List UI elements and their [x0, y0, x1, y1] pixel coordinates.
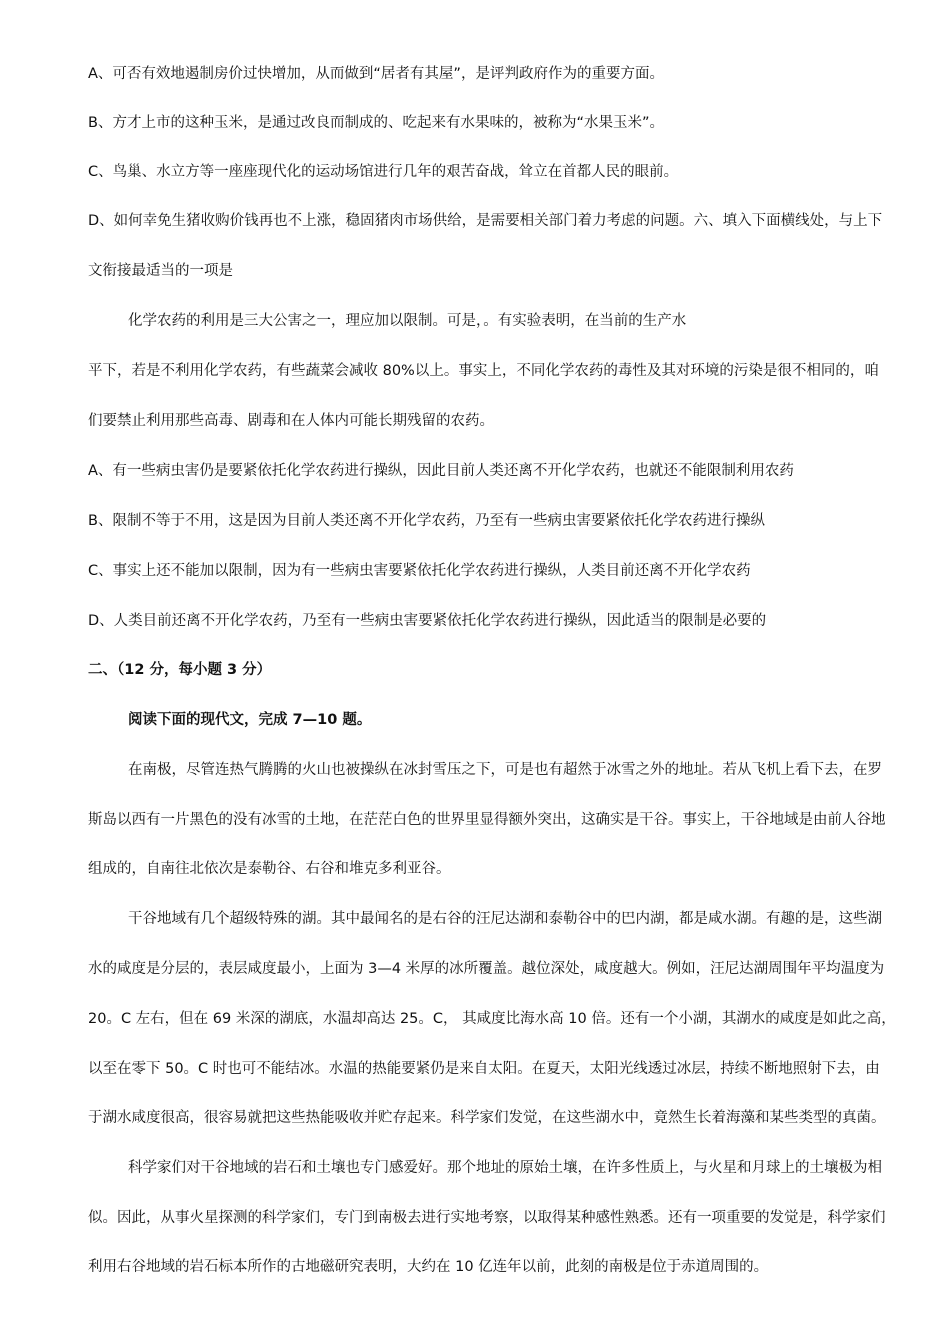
passage-line: 以至在零下 50。C 时也可不能结冰。水温的热能要紧仍是来自太阳。在夏天，太阳光线透过冰层，持续不断地照射下去，由 — [88, 1061, 880, 1077]
question-six-cont: 文衔接最适当的一项是 — [88, 263, 233, 279]
section-heading: 二、（12 分，每小题 3 分） — [88, 662, 272, 678]
passage-line: 组成的，自南往北依次是泰勒谷、右谷和堆克多利亚谷。 — [88, 861, 451, 877]
passage-line: 20。C 左右，但在 69 米深的湖底，水温却高达 25。C， 其咸度比海水高 10 倍。还有一个小湖，其湖水的咸度是如此之高， — [88, 1011, 896, 1027]
option-a-line: A、有一些病虫害仍是要紧依托化学农药进行操纵，因此目前人类还离不开化学农药，也就还不能限制利用农药 — [88, 463, 794, 479]
passage-line: 斯岛以西有一片黑色的没有冰雪的土地，在茫茫白色的世界里显得额外突出，这确实是干谷。事实上，干谷地域是由前人谷地 — [88, 812, 886, 828]
passage-line: 在南极，尽管连热气腾腾的火山也被操纵在冰封雪压之下，可是也有超然于冰雪之外的地址。若从飞机上看下去，在罗 — [128, 762, 882, 778]
option-b-line: B、限制不等于不用，这是因为目前人类还离不开化学农药，乃至有一些病虫害要紧依托化学农药进行操纵 — [88, 513, 765, 529]
option-d-line: D、如何幸免生猪收购价钱再也不上涨，稳固猪肉市场供给，是需要相关部门着力考虑的问题。六、填入下面横线处，与上下 — [88, 213, 883, 229]
option-c-line: C、鸟巢、水立方等一座座现代化的运动场馆进行几年的艰苦奋战，耸立在首都人民的眼前。 — [88, 164, 679, 180]
instruction-heading: 阅读下面的现代文，完成 7—10 题。 — [128, 712, 372, 728]
passage-line: 于湖水咸度很高，很容易就把这些热能吸收并贮存起来。科学家们发觉，在这些湖水中，竟然生长着海藻和某些类型的真菌。 — [88, 1110, 886, 1126]
passage-line: 似。因此，从事火星探测的科学家们，专门到南极去进行实地考察，以取得某种感性熟悉。还有一项重要的发觉是，科学家们 — [88, 1210, 886, 1226]
passage-line: 水的咸度是分层的，表层咸度最小，上面为 3—4 米厚的冰所覆盖。越位深处，咸度越大。例如，汪尼达湖周围年平均温度为 — [88, 961, 885, 977]
passage-line: 科学家们对干谷地域的岩石和土壤也专门感爱好。那个地址的原始土壤，在许多性质上，与火星和月球上的土壤极为相 — [128, 1160, 882, 1176]
option-a-line: A、可否有效地遏制房价过快增加，从而做到“居者有其屋”，是评判政府作为的重要方面。 — [88, 66, 664, 82]
option-b-line: B、方才上市的这种玉米，是通过改良而制成的、吃起来有水果味的，被称为“水果玉米”。 — [88, 115, 664, 131]
passage-line: 利用右谷地域的岩石标本所作的古地磁研究表明，大约在 10 亿连年以前，此刻的南极是位于赤道周围的。 — [88, 1259, 769, 1275]
option-d-line: D、人类目前还离不开化学农药，乃至有一些病虫害要紧依托化学农药进行操纵，因此适当的限制是必要的 — [88, 613, 767, 629]
option-c-line: C、事实上还不能加以限制，因为有一些病虫害要紧依托化学农药进行操纵，人类目前还离不开化学农药 — [88, 563, 751, 579]
passage-line: 们要禁止利用那些高毒、剧毒和在人体内可能长期残留的农药。 — [88, 413, 494, 429]
passage-line: 平下，若是不利用化学农药，有些蔬菜会减收 80%以上。事实上，不同化学农药的毒性及其对环境的污染是很不相同的，咱 — [88, 363, 879, 379]
passage-line: 干谷地域有几个超级特殊的湖。其中最闻名的是右谷的汪尼达湖和泰勒谷中的巴内湖，都是咸水湖。有趣的是，这些湖 — [128, 911, 882, 927]
passage-line: 化学农药的利用是三大公害之一，理应加以限制。可是，。有实验表明，在当前的生产水 — [128, 313, 687, 329]
